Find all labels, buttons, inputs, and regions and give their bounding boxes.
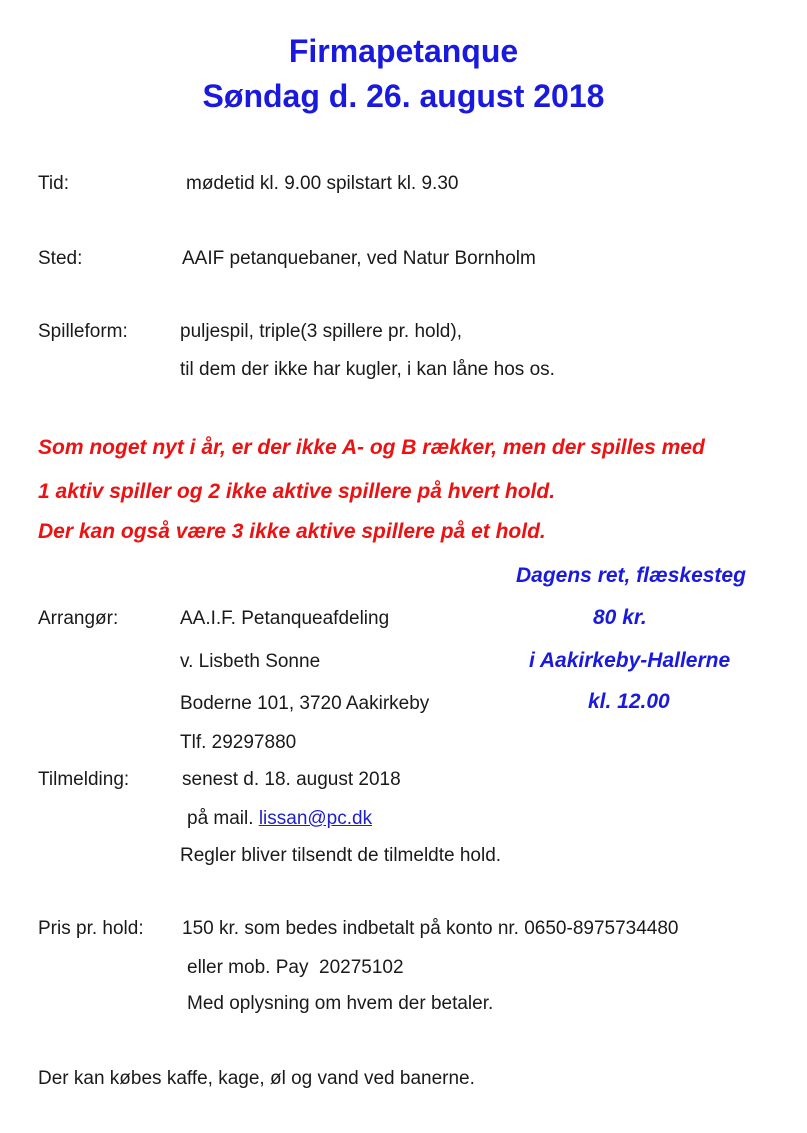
spilleform-label: Spilleform: <box>38 321 128 342</box>
tid-label: Tid: <box>38 173 69 194</box>
email-link[interactable]: lissan@pc.dk <box>258 808 373 829</box>
spilleform-line-2: til dem der ikke har kugler, i kan låne hos os. <box>180 359 555 380</box>
dagens-ret: Dagens ret, flæskesteg <box>516 564 746 587</box>
tilmelding-deadline: senest d. 18. august 2018 <box>182 769 401 790</box>
title-line-2: Søndag d. 26. august 2018 <box>202 78 605 114</box>
spilleform-line-1: puljespil, triple(3 spillere pr. hold), <box>180 321 462 342</box>
dagens-ret-place: i Aakirkeby-Hallerne <box>529 649 731 672</box>
dagens-ret-time: kl. 12.00 <box>588 690 670 713</box>
sted-label: Sted: <box>38 248 83 269</box>
arrangor-line-1: AA.I.F. Petanqueafdeling <box>180 608 390 629</box>
pris-line-1: 150 kr. som bedes indbetalt på konto nr. 0650-8975734480 <box>182 918 679 939</box>
sted-value: AAIF petanquebaner, ved Natur Bornholm <box>182 248 536 269</box>
footer-text: Der kan købes kaffe, kage, øl og vand ved banerne. <box>38 1068 475 1089</box>
arrangor-phone: Tlf. 29297880 <box>180 732 297 753</box>
arrangor-address: Boderne 101, 3720 Aakirkeby <box>180 693 430 714</box>
notice-line-2: 1 aktiv spiller og 2 ikke aktive spillere på hvert hold. <box>38 480 556 503</box>
tilmelding-rules: Regler bliver tilsendt de tilmeldte hold. <box>180 845 502 866</box>
dagens-ret-price: 80 kr. <box>593 606 647 629</box>
tid-value: mødetid kl. 9.00 spilstart kl. 9.30 <box>186 173 459 194</box>
title-line-1: Firmapetanque <box>288 33 519 69</box>
notice-line-3: Der kan også være 3 ikke aktive spillere på et hold. <box>38 520 546 543</box>
arrangor-label: Arrangør: <box>38 608 119 629</box>
pris-line-3: Med oplysning om hvem der betaler. <box>187 993 494 1014</box>
notice-line-1: Som noget nyt i år, er der ikke A- og B rækker, men der spilles med <box>38 436 705 459</box>
arrangor-line-2: v. Lisbeth Sonne <box>180 651 321 672</box>
pris-line-2: eller mob. Pay 20275102 <box>187 957 404 978</box>
tilmelding-label: Tilmelding: <box>38 769 130 790</box>
pris-label: Pris pr. hold: <box>38 918 144 939</box>
tilmelding-mail-prefix: på mail. <box>187 808 254 829</box>
tilmelding-mail-row <box>187 808 372 830</box>
